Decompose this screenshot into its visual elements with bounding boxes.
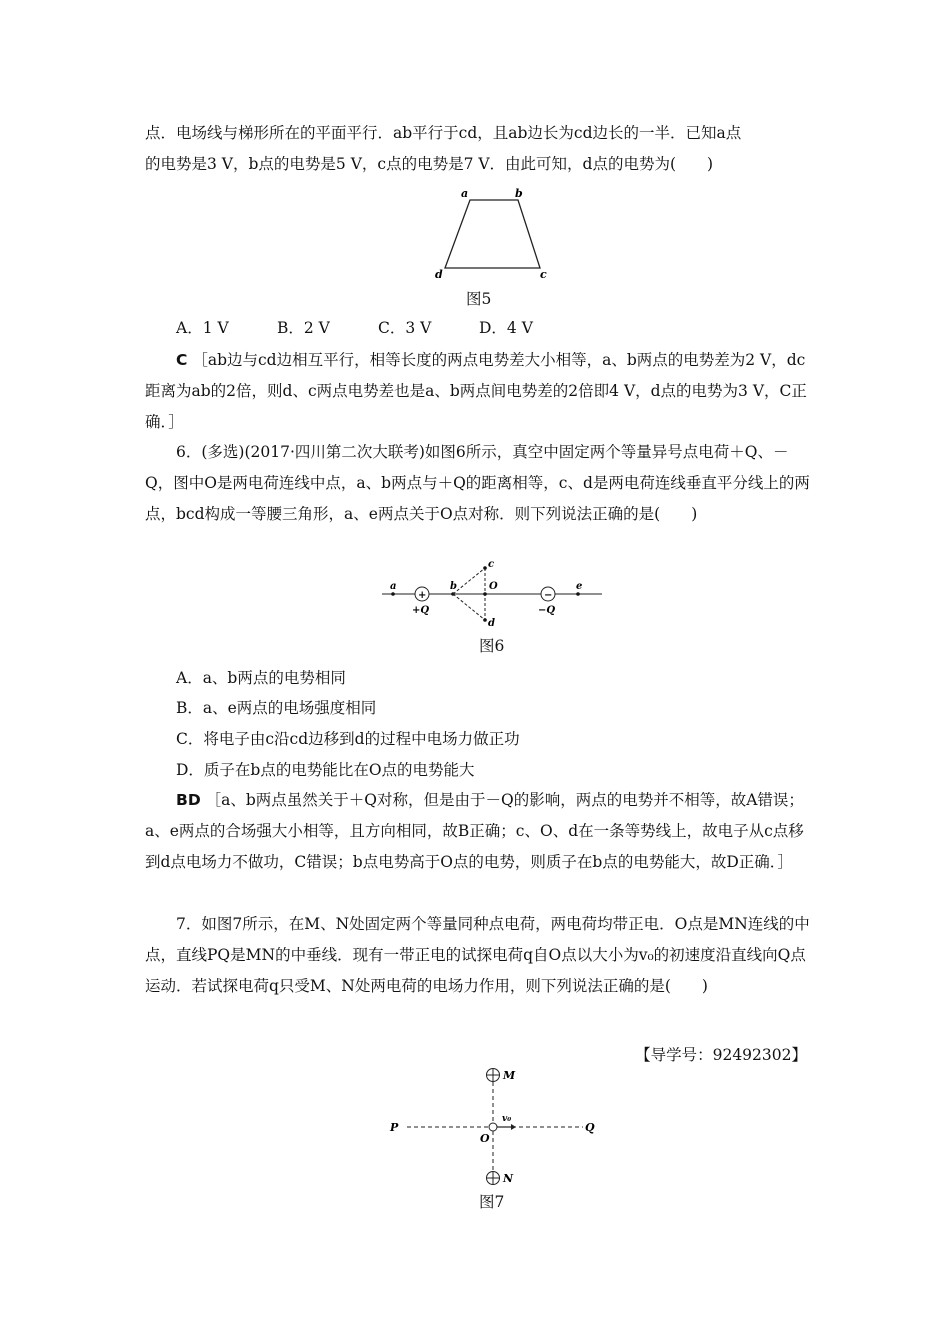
- q6-explanation: ［a、b两点虽然关于＋Q对称，但是由于－Q的影响，两点的电势并不相等，故A错误；a、e两点的合场强大小相等，且方向相同，故B正确；c、O、d在一条等势线上，故电子从c点移到d点电场力不做功，C错误；b点电势高于O点的电势，则质子在b点的电势能大，故D正确．］: [145, 791, 804, 871]
- figure-6-charges: [378, 556, 608, 628]
- point-c: [483, 566, 487, 570]
- label-o: O: [480, 1132, 490, 1145]
- q5-option-b: B．2 V: [277, 319, 330, 337]
- q6-answer: [145, 785, 810, 878]
- q6-answer-key: BD: [176, 791, 201, 809]
- point-d: [483, 618, 487, 622]
- figure-6-caption: 图6: [479, 637, 505, 655]
- label-m: M: [503, 1069, 516, 1082]
- label-p: P: [390, 1121, 399, 1134]
- q6-option-a: A．a、b两点的电势相同: [176, 669, 346, 687]
- label-e: e: [576, 581, 583, 592]
- label-o: O: [489, 581, 498, 592]
- q7-stem: 7．如图7所示，在M、N处固定两个等量同种点电荷，两电荷均带正电．O点是MN连线的中点，直线PQ是MN的中垂线．现有一带正电的试探电荷q自O点以大小为v₀的初速度沿直线向Q点运动．若试探电荷q只受M、N处两电荷的电场力作用，则下列说法正确的是( ): [145, 915, 810, 995]
- label-q: Q: [585, 1121, 595, 1134]
- label-d: d: [488, 618, 495, 628]
- point-o: [483, 592, 487, 596]
- q5-answer-key: C: [176, 351, 188, 369]
- trapezoid-shape: [445, 200, 540, 268]
- label-plus-q: +Q: [412, 605, 430, 616]
- q5-option-c: C．3 V: [378, 319, 432, 337]
- q7-reference-number: 【导学号：92492302】: [635, 1046, 807, 1064]
- test-charge-icon: [489, 1123, 497, 1131]
- positive-sign: +: [418, 590, 427, 601]
- negative-sign: −: [544, 590, 553, 601]
- velocity-arrowhead: [511, 1124, 516, 1130]
- label-c: c: [540, 268, 547, 281]
- label-b: b: [450, 581, 457, 592]
- label-minus-q: −Q: [538, 605, 556, 616]
- label-n: N: [503, 1172, 514, 1185]
- figure-5-trapezoid: [430, 186, 550, 281]
- label-c: c: [488, 559, 495, 570]
- q5-option-d: D．4 V: [479, 319, 533, 337]
- label-a: a: [390, 581, 397, 592]
- q5-option-a: A．1 V: [176, 319, 229, 337]
- q5-explanation: ［ab边与cd边相互平行，相等长度的两点电势差大小相等，a、b两点的电势差为2 V，dc距离为ab的2倍，则d、c两点电势差也是a、b两点间电势差的2倍即4 V，d点的电势为3 V，C正确．］: [145, 351, 807, 431]
- q5-answer: [145, 345, 810, 438]
- dashed-bd: [453, 594, 485, 620]
- q6-option-b: B．a、e两点的电场强度相同: [176, 699, 377, 717]
- q6-option-d: D．质子在b点的电势能比在O点的电势能大: [176, 761, 475, 779]
- label-a: a: [461, 187, 469, 200]
- q5-stem-line2: 的电势是3 V，b点的电势是5 V，c点的电势是7 V．由此可知，d点的电势为( ): [145, 155, 714, 173]
- point-a: [391, 592, 395, 596]
- q5-options: [176, 317, 580, 339]
- label-v0: v₀: [502, 1114, 512, 1124]
- q6-stem: 6．(多选)(2017·四川第二次大联考)如图6所示，真空中固定两个等量异号点电荷＋Q、－Q，图中O是两电荷连线中点，a、b两点与＋Q的距离相等，c、d是两电荷连线垂直平分线上的两点，bcd构成一等腰三角形，a、e两点关于O点对称．则下列说法正确的是( ): [145, 443, 810, 523]
- figure-5-caption: 图5: [466, 290, 492, 308]
- label-d: d: [435, 268, 443, 281]
- figure-7-caption: 图7: [479, 1193, 505, 1211]
- point-e: [576, 592, 580, 596]
- q5-stem-line1: 点．电场线与梯形所在的平面平行．ab平行于cd，且ab边长为cd边长的一半．已知a点: [145, 124, 742, 142]
- q6-option-c: C．将电子由c沿cd边移到d的过程中电场力做正功: [176, 730, 520, 748]
- label-b: b: [515, 187, 523, 200]
- figure-7-charges: [385, 1060, 605, 1190]
- dashed-bc: [453, 568, 485, 594]
